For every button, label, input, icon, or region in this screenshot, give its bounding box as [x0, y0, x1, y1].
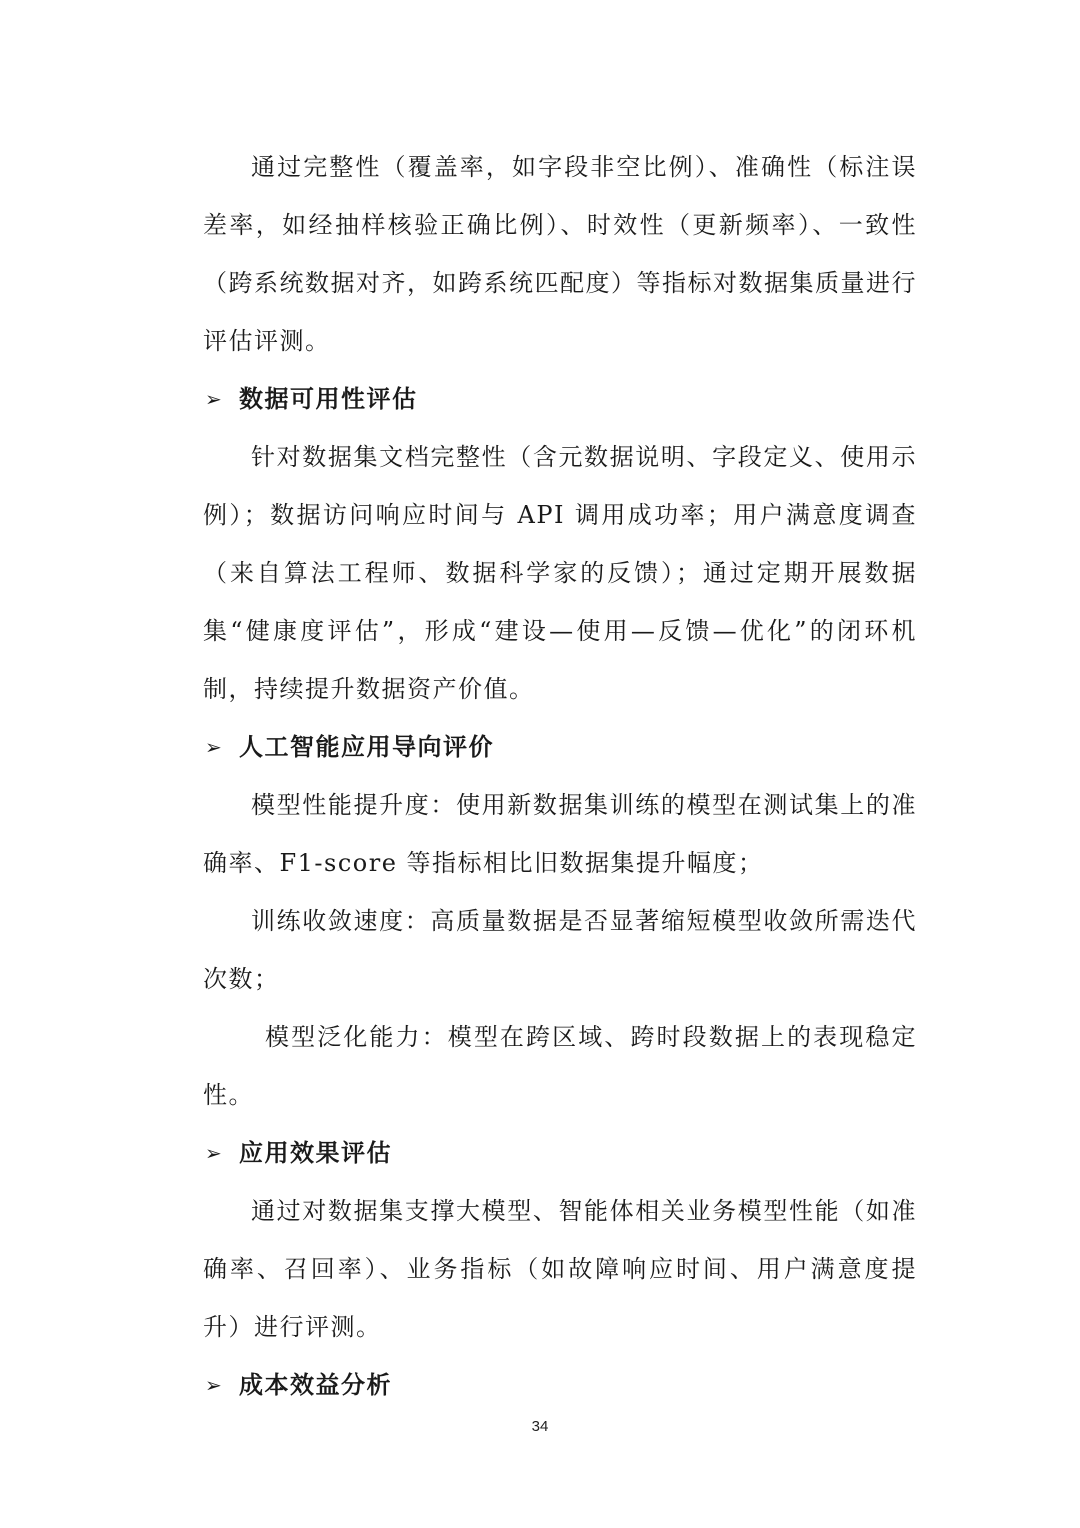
arrow-bullet-icon: ➢: [205, 387, 224, 411]
paragraph-training-convergence: 训练收敛速度：高质量数据是否显著缩短模型收敛所需迭代次数；: [203, 907, 917, 993]
paragraph-generalization: 模型泛化能力：模型在跨区域、跨时段数据上的表现稳定性。: [203, 1023, 917, 1109]
heading-label: 成本效益分析: [239, 1371, 392, 1399]
arrow-bullet-icon: ➢: [205, 1141, 224, 1165]
heading-label: 数据可用性评估: [239, 385, 418, 413]
heading-data-usability: [203, 370, 917, 428]
heading-ai-application: [203, 718, 917, 776]
arrow-bullet-icon: ➢: [205, 735, 224, 759]
heading-label: 人工智能应用导向评价: [239, 733, 494, 761]
heading-label: 应用效果评估: [239, 1139, 392, 1167]
heading-application-effect: [203, 1124, 917, 1182]
heading-cost-benefit: [203, 1356, 917, 1414]
page-content: [203, 138, 917, 1414]
page-number: 34: [531, 1418, 549, 1435]
paragraph-application-effect: 通过对数据集支撑大模型、智能体相关业务模型性能（如准确率、召回率）、业务指标（如故障响应时间、用户满意度提升）进行评测。: [203, 1197, 917, 1341]
paragraph-model-performance: 模型性能提升度：使用新数据集训练的模型在测试集上的准确率、F1-score 等指标相比旧数据集提升幅度；: [203, 791, 917, 877]
arrow-bullet-icon: ➢: [205, 1373, 224, 1397]
paragraph-quality-metrics: 通过完整性（覆盖率，如字段非空比例）、准确性（标注误差率，如经抽样核验正确比例）、时效性（更新频率）、一致性（跨系统数据对齐，如跨系统匹配度）等指标对数据集质量进行评估评测。: [203, 153, 917, 355]
paragraph-usability-details: 针对数据集文档完整性（含元数据说明、字段定义、使用示例）；数据访问响应时间与 API 调用成功率；用户满意度调查（来自算法工程师、数据科学家的反馈）；通过定期开展数据集“健康度评估”，形成“建设—使用—反馈—优化”的闭环机制，持续提升数据资产价值。: [203, 443, 917, 703]
